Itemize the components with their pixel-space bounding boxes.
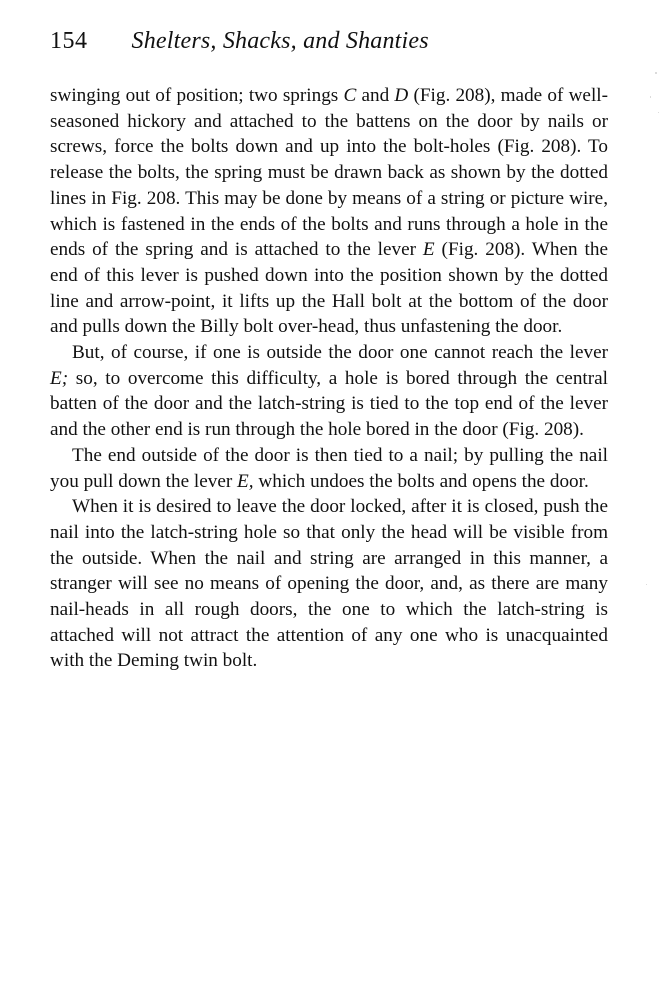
paragraph-2: [50, 340, 608, 443]
scan-speck: [650, 96, 651, 98]
text-run: which undoes the bolts and opens the door.: [253, 470, 589, 492]
paragraph-1: [50, 83, 608, 340]
text-run: swinging out of position; two springs: [50, 85, 344, 106]
italic-reference: E: [422, 239, 435, 261]
text-run: (Fig. 208). When the end of this lever is pushed down into the position shown by the dotted line and arrow-point, it lifts up the Hall bolt at the bottom of the door and pulls down the Billy bolt over-head, thus unfastening the door.: [50, 239, 608, 338]
scan-speck: [658, 112, 659, 113]
italic-reference: C: [343, 85, 357, 106]
paragraph-4: [50, 494, 608, 674]
text-run: and: [356, 85, 395, 106]
paragraph-3: [50, 443, 608, 494]
text-run: But, of course, if one is outside the door one cannot reach the lever: [72, 342, 608, 364]
text-run: so, to overcome this difficulty, a hole is bored through the central batten of the door and the latch-string is tied to the top end of the lever and the other end is run through the hole bored in the door (Fig. 208).: [50, 367, 608, 441]
italic-reference: D: [394, 85, 409, 106]
body-text: [50, 83, 608, 674]
scan-speck: [655, 72, 657, 74]
text-run: The end outside of the door is then tied to a nail; by pulling the nail you pull down the lever: [50, 444, 608, 492]
scan-speck: [646, 584, 647, 585]
italic-reference: E,: [237, 470, 254, 492]
running-head: [50, 28, 610, 62]
italic-reference: E;: [50, 367, 69, 389]
text-run: When it is desired to leave the door locked, after it is closed, push the nail into the latch-string hole so that only the head will be visible from the outside. When the nail and string are arranged in this manner, a stranger will see no means of opening the door, and, as there are many nail-heads in all rough doors, the one to which the latch-string is attached will not attract the attention of any one who is unacquainted with the Deming twin bolt.: [50, 496, 608, 672]
running-title: Shelters, Shacks, and Shanties: [131, 28, 429, 54]
page-number: 154: [50, 28, 88, 54]
text-run: (Fig. 208), made of well-seasoned hickory and attached to the battens on the door by nails or screws, force the bolts down and up into the bolt-holes (Fig. 208). To release the bolts, the spring must be drawn back as shown by the dotted lines in Fig. 208. This may be done by means of a string or picture wire, which is fastened in the ends of the bolts and runs through a hole in the ends of the spring and is attached to the lever: [50, 85, 608, 261]
